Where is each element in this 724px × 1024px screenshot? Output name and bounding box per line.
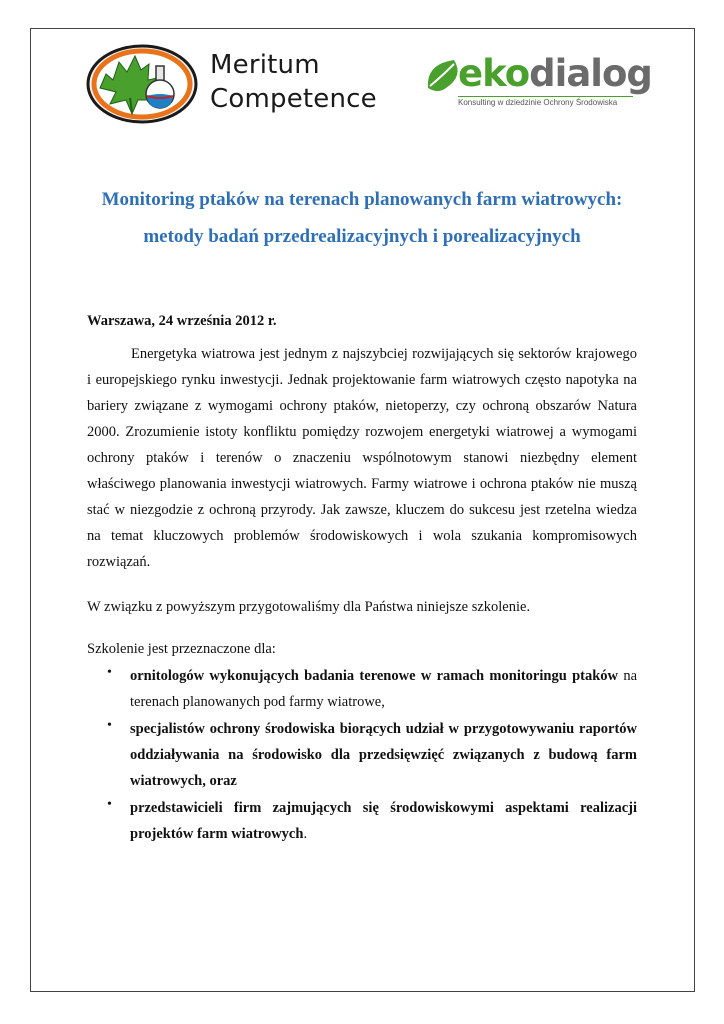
intro-line: Energetyka wiatrowa jest jednym z najszybciej rozwijających się sektorów krajowego	[131, 346, 637, 362]
meritum-competence-logo	[86, 44, 198, 124]
list-item-2-line1: specjalistów ochrony środowiska biorących udział w przygotowywaniu raportów	[130, 721, 637, 737]
audience-intro	[87, 636, 637, 662]
statement-paragraph	[87, 594, 637, 620]
audience-intro-text: Szkolenie jest przeznaczone dla:	[87, 641, 276, 657]
intro-line: właściwego planowania inwestycji wiatrowych. Farmy wiatrowe i ochrona ptaków nie muszą	[87, 476, 637, 492]
list-item-1-rest: na	[618, 668, 638, 684]
document-title-line2: metody badań przedrealizacyjnych i porealizacyjnych	[143, 226, 581, 247]
list-item-3-rest: .	[303, 826, 308, 842]
intro-line: na temat kluczowych problemów środowiskowych i wola szukania kompromisowych	[87, 528, 637, 544]
list-item-3-line2	[130, 821, 637, 847]
intro-line: rozwiązań.	[87, 554, 151, 570]
bullet-icon: •	[107, 718, 112, 733]
intro-line: bariery związane z wymogami ochrony ptaków, nietoperzy, czy ochroną obszarów Natura	[87, 398, 637, 414]
logo-left-line1: Meritum	[210, 50, 320, 80]
ekodialog-logo	[424, 50, 652, 120]
list-item-1-line1	[130, 663, 637, 689]
statement-text: W związku z powyższym przygotowaliśmy dla Państwa niniejsze szkolenie.	[87, 599, 531, 615]
ekodialog-wordmark: ekodialog	[458, 52, 652, 95]
list-item-3-line1: przedstawicieli firm zajmujących się środowiskowymi aspektami realizacji	[130, 800, 637, 816]
logo-left-line2: Competence	[210, 84, 377, 114]
date-line: Warszawa, 24 września 2012 r.	[87, 313, 277, 329]
document-title-line1: Monitoring ptaków na terenach planowanych farm wiatrowych:	[101, 189, 623, 210]
list-item-3-bold: projektów farm wiatrowych	[130, 826, 304, 842]
meritum-competence-wordmark	[210, 48, 377, 116]
list-item-1-bold: ornitologów wykonujących badania terenowe w ramach monitoringu ptaków	[130, 668, 619, 684]
bullet-icon: •	[107, 797, 112, 812]
list-item-2-line3: wiatrowych, oraz	[130, 773, 237, 789]
bullet-icon: •	[107, 665, 112, 680]
ekodialog-tagline: Konsulting w dziedzinie Ochrony Środowiska	[458, 96, 633, 107]
list-item-2-line2: oddziaływania na środowisko dla przedsięwzięć związanych z budową farm	[130, 747, 637, 763]
intro-paragraph	[87, 341, 637, 575]
list-item-1-line2: terenach planowanych pod farmy wiatrowe,	[130, 694, 385, 710]
intro-line: stać w niezgodzie z ochroną przyrody. Jak zawsze, kluczem do sukcesu jest rzetelna wiedza	[87, 502, 637, 518]
intro-line: i europejskiego rynku inwestycji. Jednak projektowanie farm wiatrowych często napotyka na	[87, 372, 637, 388]
intro-line: 2000. Zrozumienie istoty konfliktu pomiędzy rozwojem energetyki wiatrowej a wymogami	[87, 424, 637, 440]
intro-line: ochrony ptaków i terenów o znaczeniu wspólnotowym stanowi niezbędny element	[87, 450, 637, 466]
